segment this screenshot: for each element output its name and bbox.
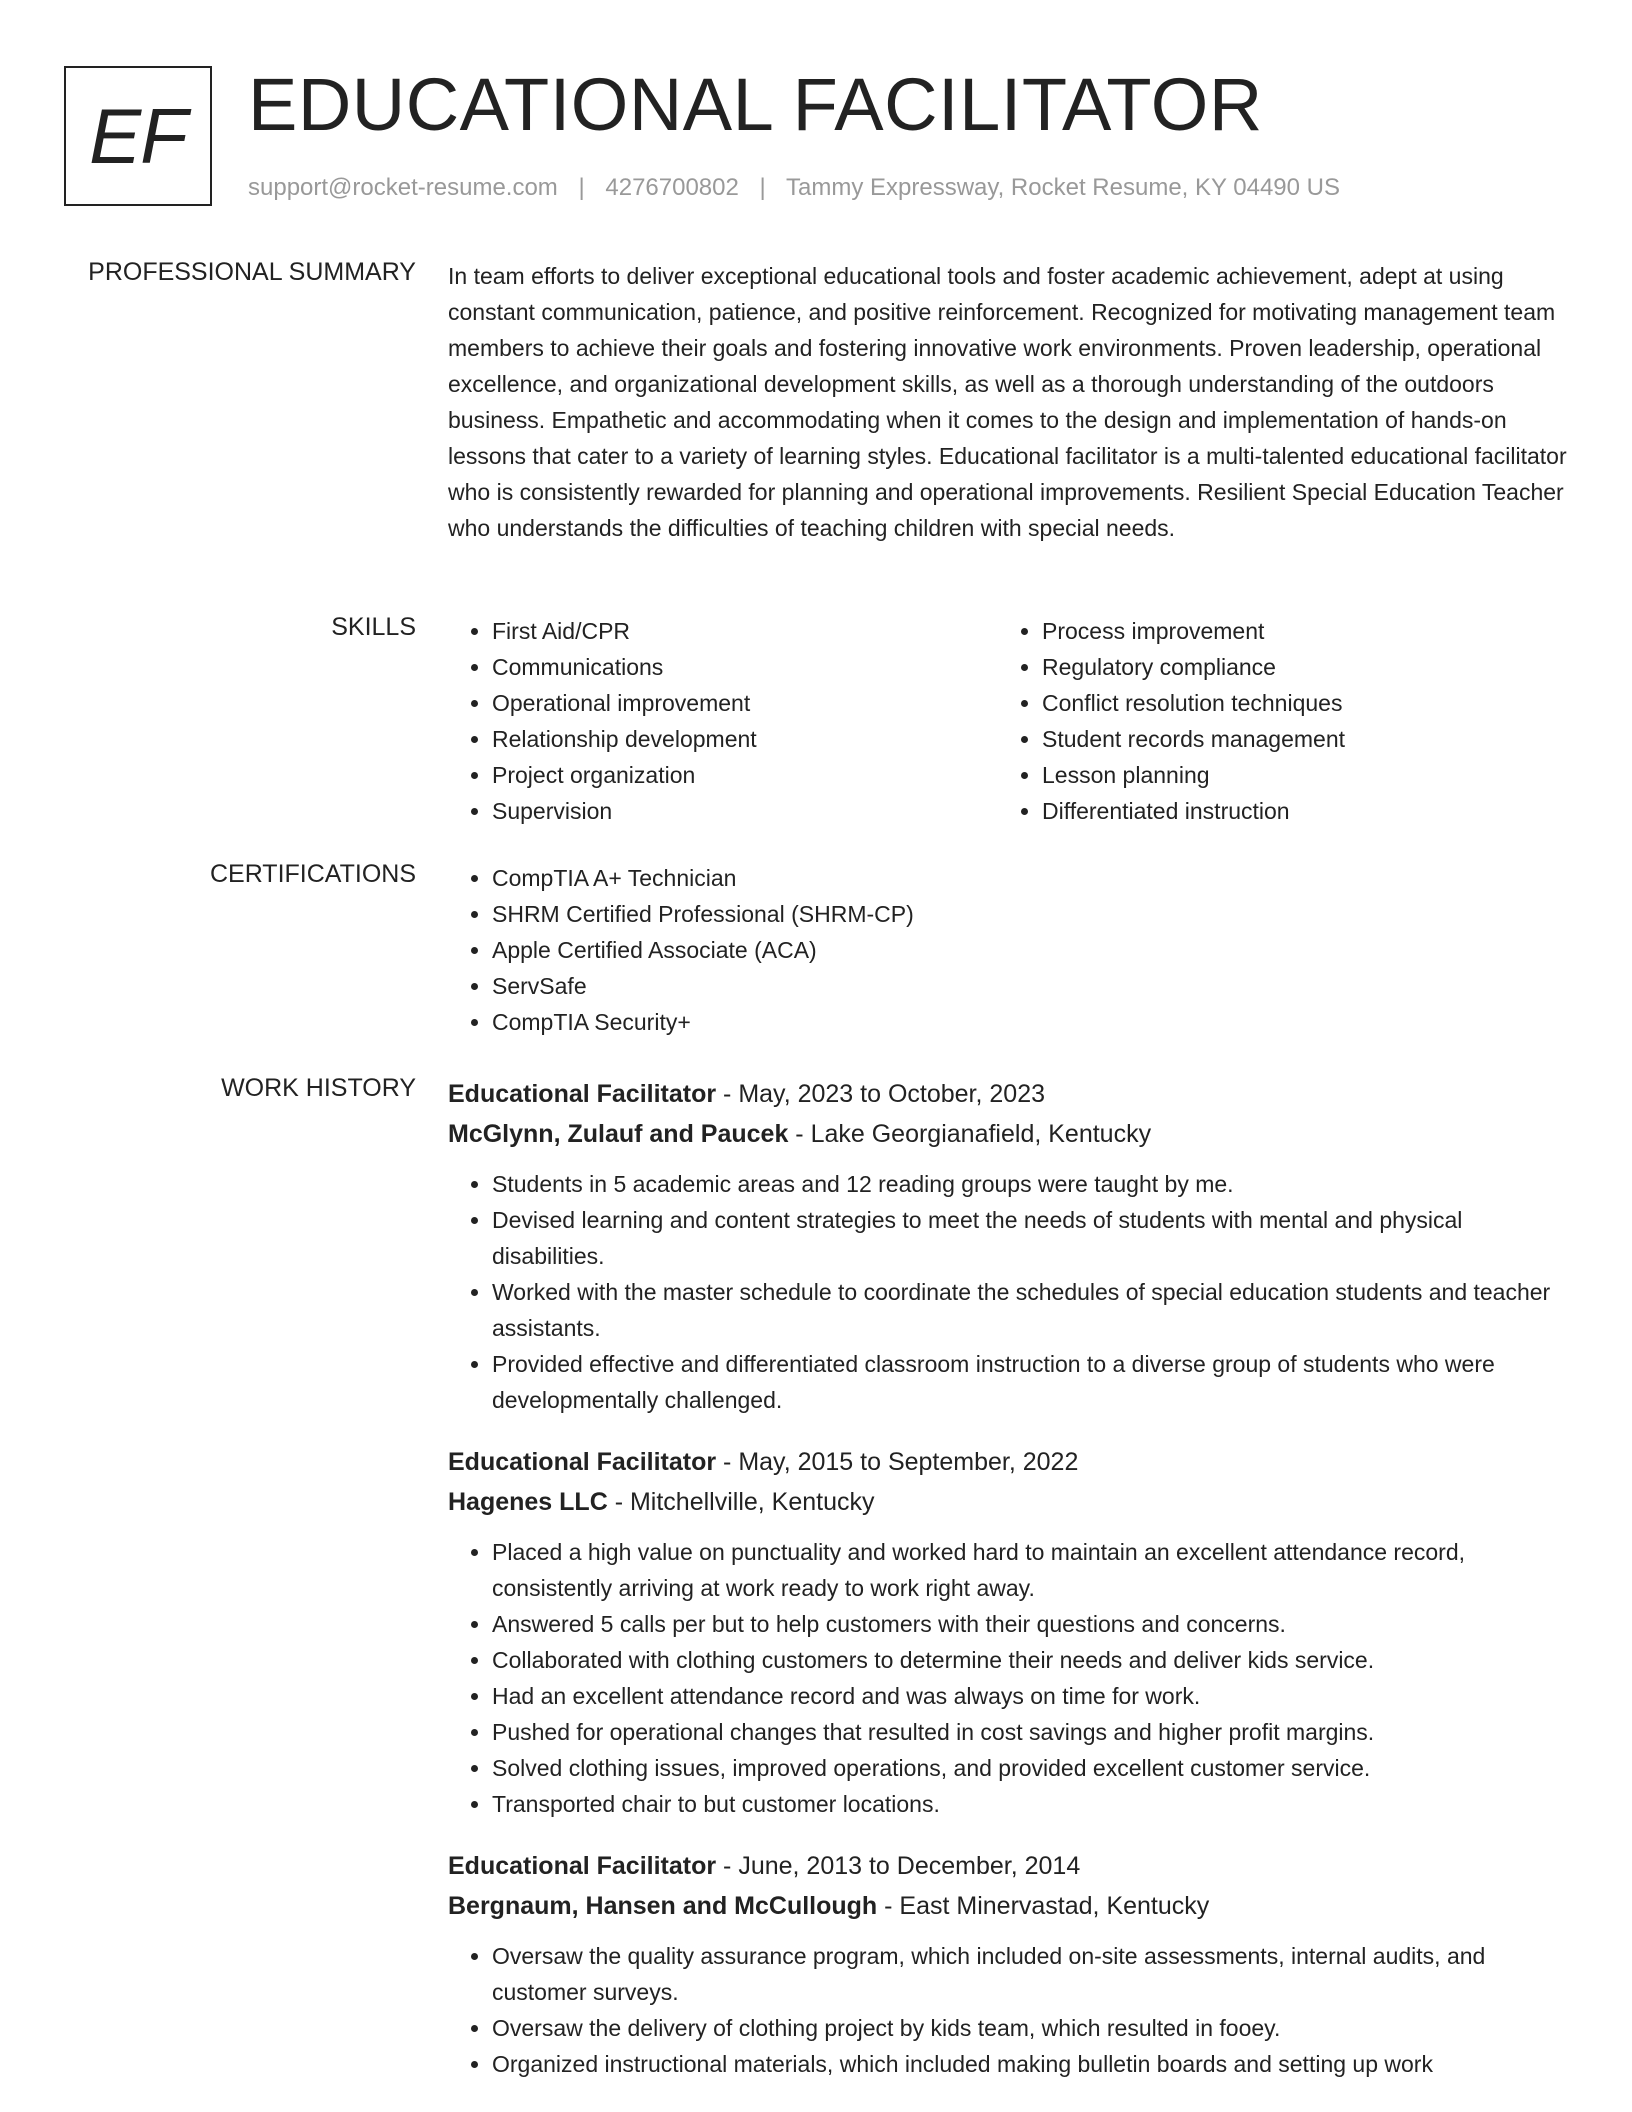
list-item: • Provided effective and differentiated classroom instruction to a diverse group of students who were developmentally challenged. [492, 1346, 1568, 1418]
job-title-line [448, 1074, 1568, 1114]
job-dates: - May, 2023 to October, 2023 [716, 1080, 1046, 1108]
job-location: - East Minervastad, Kentucky [877, 1892, 1210, 1920]
list-item: • Pushed for operational changes that resulted in cost savings and higher profit margins. [492, 1714, 1568, 1750]
address: Tammy Expressway, Rocket Resume, KY 04490 US [786, 174, 1340, 201]
job-company: McGlynn, Zulauf and Paucek [448, 1120, 789, 1148]
list-item: • Student records management [1042, 721, 1548, 757]
section-heading-summary: PROFESSIONAL SUMMARY [88, 258, 416, 286]
list-item: • Conflict resolution techniques [1042, 685, 1548, 721]
list-item: • Apple Certified Associate (ACA) [492, 932, 1568, 968]
job-dates: - June, 2013 to December, 2014 [716, 1852, 1081, 1880]
list-item: • Differentiated instruction [1042, 793, 1548, 829]
job-dates: - May, 2015 to September, 2022 [716, 1448, 1079, 1476]
list-item: • SHRM Certified Professional (SHRM-CP) [492, 896, 1568, 932]
skills-body [448, 613, 1568, 829]
certifications-body [448, 860, 1568, 1040]
list-item: • CompTIA A+ Technician [492, 860, 1568, 896]
job-company: Bergnaum, Hansen and McCullough [448, 1892, 878, 1920]
list-item: • Project organization [492, 757, 998, 793]
job-title-line [448, 1846, 1568, 1886]
phone-number: 4276700802 [605, 174, 739, 201]
job-title-line [448, 1442, 1568, 1482]
list-item: • First Aid/CPR [492, 613, 998, 649]
monogram-initials: EF [64, 66, 212, 206]
list-item: • Solved clothing issues, improved operations, and provided excellent customer service. [492, 1750, 1568, 1786]
list-item: • Students in 5 academic areas and 12 reading groups were taught by me. [492, 1166, 1568, 1202]
list-item: • Supervision [492, 793, 998, 829]
job-location: - Mitchellville, Kentucky [607, 1488, 875, 1516]
list-item: • Relationship development [492, 721, 998, 757]
job-title: Educational Facilitator [448, 1852, 717, 1880]
job-company-line [448, 1886, 1568, 1926]
contact-separator: | [759, 174, 766, 201]
list-item: • Worked with the master schedule to coordinate the schedules of special education students and teacher assistants. [492, 1274, 1568, 1346]
list-item: • Collaborated with clothing customers to determine their needs and deliver kids service. [492, 1642, 1568, 1678]
page-title: EDUCATIONAL FACILITATOR [248, 63, 1263, 146]
job-duties-list [448, 1534, 1568, 1822]
job-entry [448, 1846, 1568, 2082]
list-item: • Communications [492, 649, 998, 685]
list-item: • Oversaw the quality assurance program, which included on-site assessments, internal audits, and customer surveys. [492, 1938, 1568, 2010]
job-company-line [448, 1482, 1568, 1522]
list-item: • Process improvement [1042, 613, 1548, 649]
job-company: Hagenes LLC [448, 1488, 608, 1516]
job-title: Educational Facilitator [448, 1080, 717, 1108]
job-company-line [448, 1114, 1568, 1154]
job-entry [448, 1442, 1568, 1822]
list-item: • Operational improvement [492, 685, 998, 721]
list-item: • Placed a high value on punctuality and worked hard to maintain an excellent attendance record, consistently arriving at work ready to work right away. [492, 1534, 1568, 1606]
list-item: • Devised learning and content strategies to meet the needs of students with mental and physical disabilities. [492, 1202, 1568, 1274]
summary-text: In team efforts to deliver exceptional educational tools and foster academic achievement, adept at using constant communication, patience, and positive reinforcement. Recognized for motivating management team members to achieve their goals and fostering innovative work environments. Proven leadership, operational excellence, and organizational development skills, as well as a thorough understanding of the outdoors business. Empathetic and accommodating when it comes to the design and implementation of hands-on lessons that cater to a variety of learning styles. Educational facilitator is a multi-talented educational facilitator who is consistently rewarded for planning and operational improvements. Resilient Special Education Teacher who understands the difficulties of teaching children with special needs. [448, 263, 1567, 541]
list-item: • Organized instructional materials, which included making bulletin boards and setting up work [492, 2046, 1568, 2082]
contact-line [248, 174, 1340, 202]
summary-body [448, 258, 1568, 546]
job-duties-list [448, 1938, 1568, 2082]
list-item: • Transported chair to but customer locations. [492, 1786, 1568, 1822]
job-entry [448, 1074, 1568, 1418]
certifications-list [448, 860, 1568, 1040]
job-location: - Lake Georgianafield, Kentucky [788, 1120, 1152, 1148]
list-item: • CompTIA Security+ [492, 1004, 1568, 1040]
email-link[interactable]: support@rocket-resume.com [248, 174, 558, 201]
skills-list-right [998, 613, 1548, 829]
resume-header [64, 63, 1632, 216]
section-heading-certifications: CERTIFICATIONS [209, 860, 416, 888]
work-history-body [448, 1074, 1568, 2106]
list-item: • Lesson planning [1042, 757, 1548, 793]
job-duties-list [448, 1166, 1568, 1418]
list-item: • ServSafe [492, 968, 1568, 1004]
section-heading-work-history: WORK HISTORY [221, 1074, 416, 1102]
job-title: Educational Facilitator [448, 1448, 717, 1476]
contact-separator: | [578, 174, 585, 201]
list-item: • Had an excellent attendance record and was always on time for work. [492, 1678, 1568, 1714]
list-item: • Regulatory compliance [1042, 649, 1548, 685]
list-item: • Oversaw the delivery of clothing project by kids team, which resulted in fooey. [492, 2010, 1568, 2046]
list-item: • Answered 5 calls per but to help customers with their questions and concerns. [492, 1606, 1568, 1642]
skills-list-left [448, 613, 998, 829]
section-heading-skills: SKILLS [331, 613, 416, 641]
